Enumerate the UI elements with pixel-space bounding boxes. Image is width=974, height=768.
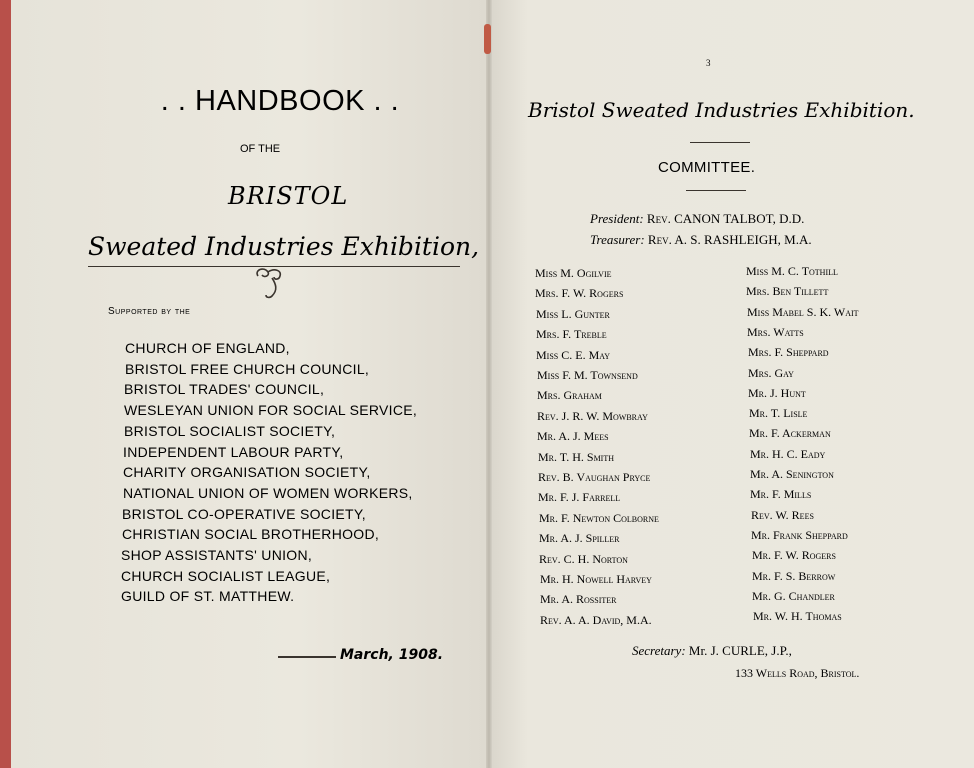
page-number: 3: [706, 58, 711, 68]
committee-heading: COMMITTEE.: [658, 159, 756, 176]
committee-member: Mr. Frank Sheppard: [751, 527, 848, 542]
of-the-label: OF THE: [240, 143, 281, 155]
committee-member: Mr. F. W. Rogers: [752, 548, 836, 563]
committee-member: Mr. A. J. Spiller: [539, 531, 620, 546]
exhibition-heading: Bristol Sweated Industries Exhibition.: [528, 98, 915, 122]
committee-member: Mrs. F. W. Rogers: [535, 286, 624, 301]
committee-member: Mrs. F. Treble: [536, 327, 607, 342]
treasurer-role: Treasurer:: [590, 232, 645, 247]
committee-member: Mrs. Ben Tillett: [746, 284, 829, 299]
secretary-name: Mr. J. CURLE, J.P.,: [688, 643, 792, 658]
committee-member: Miss Mabel S. K. Wait: [747, 304, 859, 319]
president-role: President:: [590, 211, 644, 226]
committee-member: Rev. A. A. David, M.A.: [540, 612, 652, 627]
committee-member: Mrs. Gay: [748, 365, 794, 380]
organisation-item: BRISTOL TRADES' COUNCIL,: [124, 381, 325, 398]
committee-member: Miss M. C. Tothill: [746, 264, 838, 278]
committee-member: Miss F. M. Townsend: [537, 368, 638, 382]
treasurer-name: Rev. A. S. RASHLEIGH, M.A.: [647, 232, 812, 247]
secretary-line: [632, 643, 792, 659]
committee-member: Mr. J. Hunt: [748, 385, 806, 400]
committee-member: Rev. C. H. Norton: [539, 551, 628, 566]
ornament-flourish-icon: [250, 266, 290, 302]
committee-member: Mr. A. J. Mees: [537, 429, 609, 444]
organisation-item: BRISTOL CO-OPERATIVE SOCIETY,: [122, 505, 366, 522]
committee-member: Mr. F. Ackerman: [749, 426, 831, 441]
red-bookmark-tab: [484, 24, 491, 54]
organisation-item: CHARITY ORGANISATION SOCIETY,: [123, 464, 371, 481]
president-name: Rev. CANON TALBOT, D.D.: [646, 211, 805, 226]
committee-member: Rev. B. Vaughan Pryce: [538, 470, 651, 484]
organisation-item: NATIONAL UNION OF WOMEN WORKERS,: [123, 484, 413, 501]
committee-member: Mr. T. Lisle: [749, 406, 808, 421]
secretary-address: 133 Wells Road, Bristol.: [735, 666, 860, 680]
committee-member: Miss L. Gunter: [536, 306, 610, 321]
red-cover-edge: [0, 0, 11, 768]
organisation-item: SHOP ASSISTANTS' UNION,: [121, 547, 313, 563]
president-line: [590, 211, 804, 227]
book-gutter: [486, 0, 492, 768]
committee-member: Rev. W. Rees: [751, 507, 814, 522]
committee-member: Mr. A. Rossiter: [540, 592, 617, 607]
organisation-item: CHRISTIAN SOCIAL BROTHERHOOD,: [122, 526, 380, 543]
organisation-item: INDEPENDENT LABOUR PARTY,: [123, 443, 344, 460]
date-dash: [278, 656, 336, 658]
committee-member: Mr. W. H. Thomas: [753, 609, 842, 624]
committee-member: Mrs. F. Sheppard: [748, 345, 829, 360]
committee-member: Mr. F. S. Berrow: [752, 568, 836, 583]
organisation-item: BRISTOL FREE CHURCH COUNCIL,: [125, 360, 370, 377]
committee-member: Mrs. Graham: [537, 388, 602, 403]
organisation-item: GUILD OF ST. MATTHEW.: [121, 588, 295, 605]
rule-top: [690, 142, 750, 143]
publication-date: March, 1908.: [340, 647, 444, 663]
organisation-item: CHURCH SOCIALIST LEAGUE,: [121, 567, 331, 584]
committee-member: Mr. H. Nowell Harvey: [540, 572, 652, 586]
committee-member: Mr. H. C. Eady: [750, 446, 826, 461]
committee-member: Mr. A. Senington: [750, 467, 834, 481]
rule-bottom: [686, 190, 746, 191]
committee-member: Mr. F. J. Farrell: [538, 490, 621, 505]
committee-member: Mr. G. Chandler: [752, 588, 835, 603]
organisation-item: WESLEYAN UNION FOR SOCIAL SERVICE,: [124, 402, 418, 419]
committee-member: Rev. J. R. W. Mowbray: [537, 408, 648, 423]
handbook-title: . . HANDBOOK . .: [160, 85, 400, 117]
committee-member: Mr. F. Newton Colborne: [539, 510, 659, 525]
committee-member: Mr. F. Mills: [750, 487, 812, 502]
organisation-item: BRISTOL SOCIALIST SOCIETY,: [124, 422, 336, 439]
committee-member: Miss C. E. May: [536, 347, 611, 362]
secretary-role: Secretary:: [632, 643, 686, 658]
committee-member: Miss M. Ogilvie: [535, 266, 612, 280]
committee-member: Mr. T. H. Smith: [538, 449, 615, 464]
supported-by-label: Supported by the: [108, 306, 191, 317]
organisation-item: CHURCH OF ENGLAND,: [125, 340, 290, 356]
exhibition-title: Sweated Industries Exhibition,: [88, 232, 480, 261]
committee-member: Mrs. Watts: [747, 324, 804, 339]
bristol-heading: BRISTOL: [228, 182, 349, 210]
treasurer-line: [590, 232, 812, 248]
